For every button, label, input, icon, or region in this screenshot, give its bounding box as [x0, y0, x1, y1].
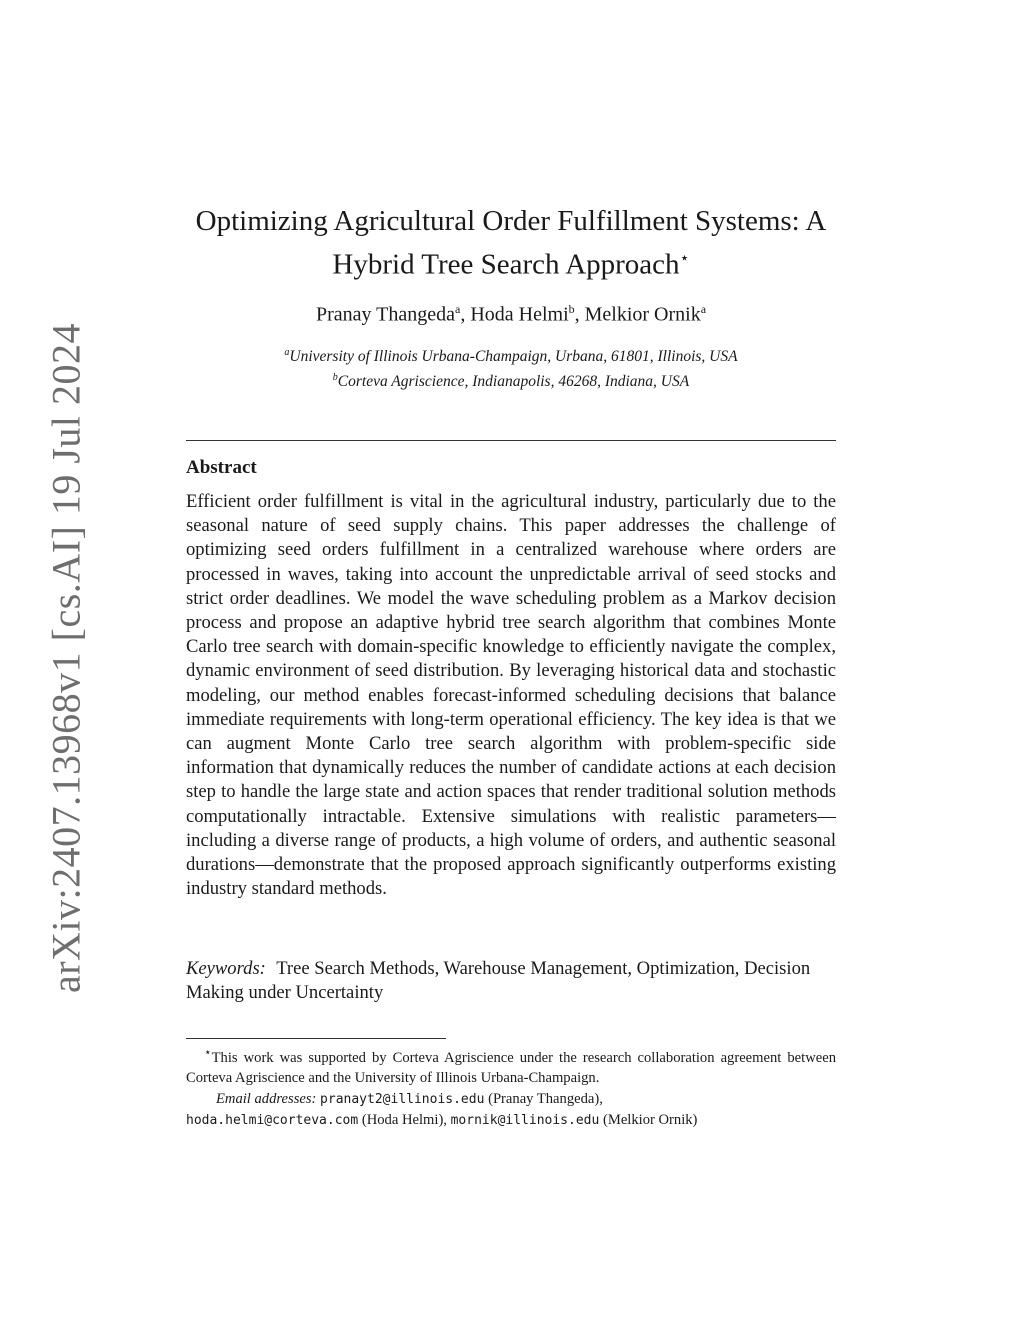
author-affil-label: a — [700, 302, 707, 316]
keywords-text: Tree Search Methods, Warehouse Management, Optimization, Decision Making under Uncertainty — [186, 958, 811, 1004]
author-name: Pranay Thangeda — [315, 303, 455, 326]
abstract-text: Efficient order fulfillment is vital in the agricultural industry, particularly due to the seasonal nature of seed supply chains. This paper addresses the challenge of optimizing seed orders fulfillment in a centralized warehouse where orders are processed in waves, taking into account the unpredictable arrival of seed stocks and strict order deadlines. We model the wave scheduling problem as a Markov decision process and propose an adaptive hybrid tree search algorithm that combines Monte Carlo tree search with domain-specific knowledge to efficiently navigate the complex, dynamic environment of seed distribution. By leveraging historical data and stochastic modeling, our method enables forecast-informed scheduling decisions that balance immediate requirements with long-term operational efficiency. The key idea is that we can augment Monte Carlo tree search algorithm with problem-specific side information that dynamically reduces the number of candidate actions at each decision step to handle the large state and action spaces that render traditional solution methods computationally intractable. Extensive simulations with realistic parameters—including a diverse range of products, a high volume of orders, and authentic seasonal durations—demonstrate that the proposed approach significantly outperforms existing industry standard methods. — [186, 491, 836, 900]
email-link[interactable]: pranayt2@illinois.edu — [320, 1091, 485, 1107]
email-footnote-cont — [186, 1110, 836, 1132]
affiliation-line — [186, 342, 836, 367]
author-name: Melkior Ornik — [584, 303, 701, 326]
paper-title — [186, 202, 836, 284]
footnotes — [186, 1042, 836, 1132]
title-line-1: Optimizing Agricultural Order Fulfillment Systems: A — [195, 205, 827, 237]
title-footnote-marker: ⋆ — [679, 250, 690, 267]
affiliation-label: a — [284, 347, 290, 358]
keywords-label: Keywords: — [186, 958, 266, 979]
affiliations — [186, 342, 836, 392]
author-name: Hoda Helmi — [470, 303, 569, 326]
arxiv-identifier-stamp: arXiv:2407.13968v1 [cs.AI] 19 Jul 2024 — [43, 322, 89, 994]
footnote-marker: ⋆ — [204, 1045, 212, 1059]
section-divider — [186, 440, 836, 441]
author-affil-label: a — [454, 302, 461, 316]
affiliation-label: b — [332, 372, 338, 384]
abstract-heading: Abstract — [186, 457, 257, 478]
funding-text: This work was supported by Corteva Agriscience under the research collaboration agreement between Corteva Agriscience and the University of Illinois Urbana-Champaign. — [186, 1049, 836, 1087]
affiliation-line — [186, 367, 836, 392]
footnote-divider — [186, 1038, 446, 1039]
affiliation-text: Corteva Agriscience, Indianapolis, 46268, Indiana, USA — [337, 373, 690, 391]
email-owner: (Melkior Ornik) — [602, 1112, 698, 1129]
title-line-2: Hybrid Tree Search Approach — [332, 248, 680, 281]
email-footnote — [186, 1089, 836, 1111]
funding-footnote — [186, 1042, 836, 1089]
email-link[interactable]: hoda.helmi@corteva.com — [186, 1113, 359, 1129]
author-affil-label: b — [568, 302, 575, 316]
email-link[interactable]: mornik@illinois.edu — [450, 1113, 600, 1129]
author-list: Pranay Thangeda$^a$, Hoda Helmi$^b$, Melkior Ornik$^a$ — [315, 302, 707, 326]
affiliation-text: University of Illinois Urbana-Champaign, Urbana, 61801, Illinois, USA — [289, 348, 738, 366]
email-label: Email addresses: — [216, 1090, 317, 1107]
email-owner: (Pranay Thangeda), — [488, 1090, 603, 1107]
keywords — [186, 957, 836, 1005]
email-owner: (Hoda Helmi), — [361, 1112, 447, 1129]
